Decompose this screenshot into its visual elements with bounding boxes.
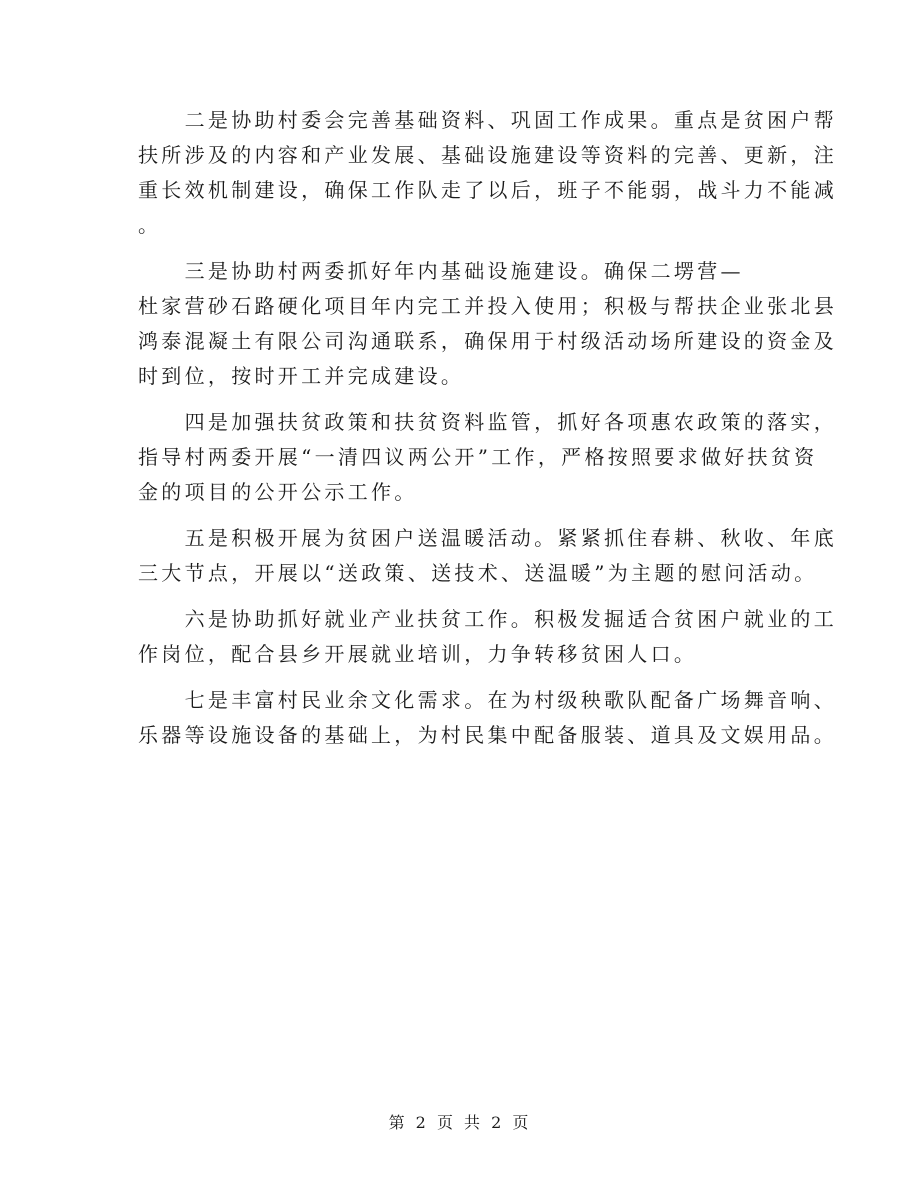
text-line: 七是丰富村民业余文化需求。在为村级秧歌队配备广场舞音响、 bbox=[138, 688, 837, 712]
text-line: 作岗位，配合县乡开展就业培训，力争转移贫困人口。 bbox=[138, 642, 698, 666]
paragraph-7 bbox=[138, 683, 837, 753]
text-line: 乐器等设施设备的基础上，为村民集中配备服装、道具及文娱用品。 bbox=[138, 723, 837, 747]
paragraph-5 bbox=[138, 521, 837, 591]
text-line: 三大节点，开展以“送政策、送技术、送温暖”为主题的慰问活动。 bbox=[138, 561, 818, 585]
text-line: 六是协助抓好就业产业扶贫工作。积极发掘适合贫困户就业的工 bbox=[138, 607, 837, 631]
paragraph-4 bbox=[138, 405, 837, 510]
text-line: 杜家营砂石路硬化项目年内完工并投入使用；积极与帮扶企业张北县 bbox=[138, 294, 837, 318]
text-line: 二是协助村委会完善基础资料、巩固工作成果。重点是贫困户帮 bbox=[138, 108, 837, 132]
paragraph-2 bbox=[138, 103, 837, 243]
text-line: 。 bbox=[138, 213, 162, 237]
text-line: 五是积极开展为贫困户送温暖活动。紧紧抓住春耕、秋收、年底 bbox=[138, 526, 837, 550]
text-line: 四是加强扶贫政策和扶贫资料监管，抓好各项惠农政策的落实， bbox=[138, 410, 837, 434]
text-line: 重长效机制建设，确保工作队走了以后，班子不能弱，战斗力不能减 bbox=[138, 178, 837, 202]
text-line: 鸿泰混凝土有限公司沟通联系，确保用于村级活动场所建设的资金及 bbox=[138, 329, 837, 353]
text-line: 金的项目的公开公示工作。 bbox=[138, 480, 418, 504]
page-number-footer: 第 2 页 共 2 页 bbox=[388, 1113, 532, 1132]
text-line: 扶所涉及的内容和产业发展、基础设施建设等资料的完善、更新，注 bbox=[138, 143, 837, 167]
paragraph-3 bbox=[138, 254, 837, 394]
paragraph-6 bbox=[138, 602, 837, 672]
document-body bbox=[138, 103, 837, 753]
text-line: 三是协助村两委抓好年内基础设施建设。确保二塄营— bbox=[138, 259, 744, 283]
text-line: 时到位，按时开工并完成建设。 bbox=[138, 364, 465, 388]
text-line: 指导村两委开展“一清四议两公开”工作，严格按照要求做好扶贫资 bbox=[138, 445, 818, 469]
